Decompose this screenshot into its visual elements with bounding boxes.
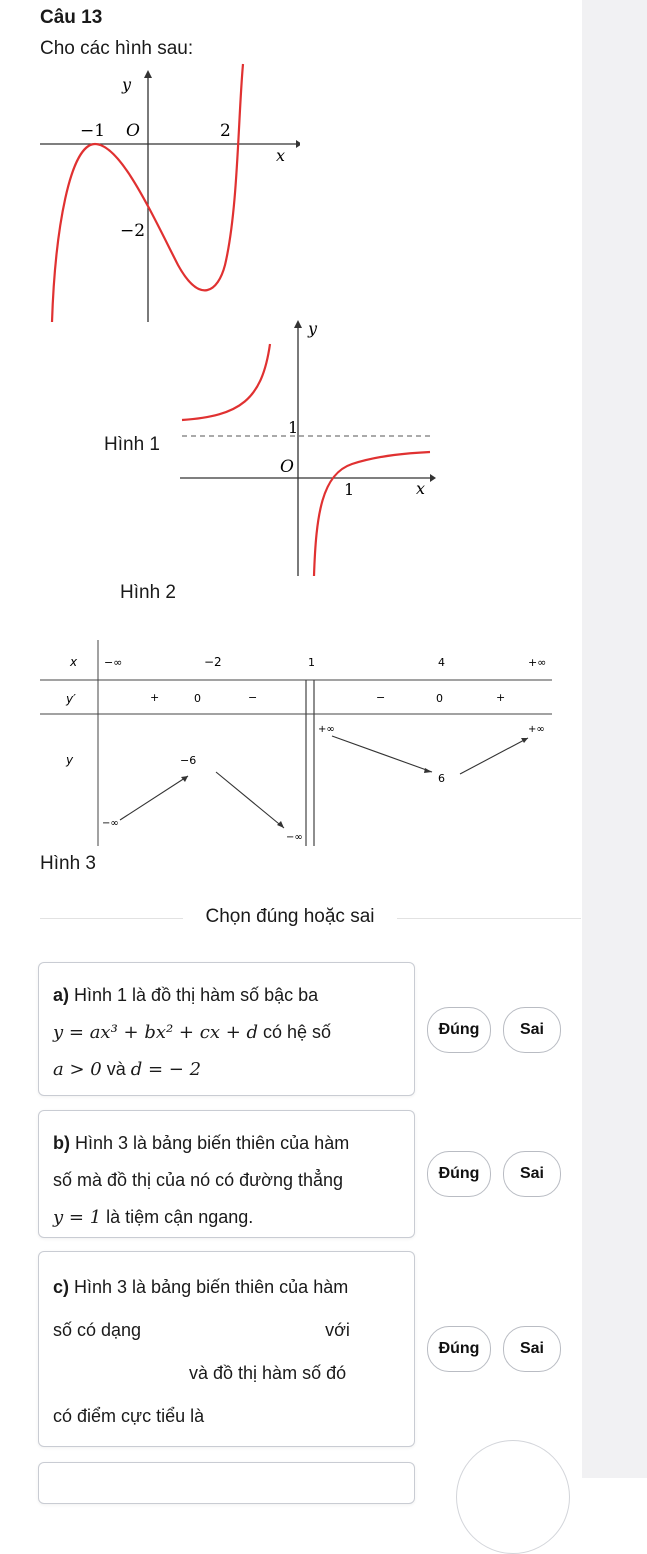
arrow-increasing-1 bbox=[120, 776, 188, 820]
statement-b-text: b) Hình 3 là bảng biến thiên của hàm số mà đồ thị của nó có đường thẳng y = 1 là tiệm cận ngang. bbox=[53, 1133, 350, 1228]
yprime-minus-1: − bbox=[248, 691, 258, 704]
y-local-max: −6 bbox=[180, 754, 197, 767]
question-prompt: Cho các hình sau: bbox=[40, 38, 194, 59]
rational-branch-right bbox=[314, 452, 430, 576]
row-y-label: y bbox=[66, 753, 74, 767]
y-axis-label: y bbox=[308, 319, 318, 338]
arrow-decreasing-2 bbox=[332, 736, 432, 772]
x-neg2: −2 bbox=[204, 655, 222, 669]
arrow-increasing-2 bbox=[460, 738, 528, 774]
figure-3-caption: Hình 3 bbox=[40, 853, 96, 874]
origin-label: O bbox=[280, 457, 294, 477]
yprime-zero-2: 0 bbox=[436, 692, 443, 705]
figure-3-variation-table bbox=[40, 640, 552, 850]
yprime-minus-2: − bbox=[376, 691, 386, 704]
yprime-plus-1: + bbox=[150, 691, 160, 704]
floating-action-button[interactable] bbox=[456, 1440, 570, 1554]
next-statement-card bbox=[38, 1462, 415, 1504]
arrow-decreasing-1 bbox=[216, 772, 284, 828]
condition-d: d = − 2 bbox=[130, 1059, 202, 1080]
instruction: Chọn đúng hoặc sai bbox=[0, 906, 580, 928]
tick-neg1: −1 bbox=[80, 121, 106, 141]
x-axis-arrow-icon bbox=[296, 140, 300, 148]
right-scroll-panel bbox=[582, 0, 647, 1478]
x-neg-inf: −∞ bbox=[104, 656, 123, 669]
y-axis-arrow-icon bbox=[144, 70, 152, 78]
yprime-zero-1: 0 bbox=[194, 692, 201, 705]
row-x-label: x bbox=[70, 655, 78, 669]
statement-c-true-button[interactable]: Đúng bbox=[427, 1326, 491, 1372]
arrowhead-icon bbox=[277, 821, 284, 828]
question-title: Câu 13 bbox=[40, 7, 103, 28]
x-pos-inf: +∞ bbox=[528, 656, 547, 669]
y-pos-inf-mid: +∞ bbox=[318, 724, 335, 735]
statement-b-false-button[interactable]: Sai bbox=[503, 1151, 561, 1197]
x-axis-arrow-icon bbox=[430, 474, 436, 482]
arrowhead-icon bbox=[521, 738, 528, 743]
arrowhead-icon bbox=[424, 768, 432, 773]
formula-asymptote: y = 1 bbox=[53, 1207, 102, 1228]
statement-a-card bbox=[38, 962, 415, 1096]
x-axis-label: x bbox=[276, 146, 286, 165]
y-neg-inf-left: −∞ bbox=[102, 818, 119, 829]
y-axis-label: y bbox=[122, 75, 132, 94]
statement-c-card bbox=[38, 1251, 415, 1447]
tick-2: 2 bbox=[220, 121, 231, 141]
statement-c-text: c) Hình 3 là bảng biến thiên của hàm số có dạng với và đồ thị hàm số đó có điểm cực tiểu là bbox=[53, 1277, 350, 1426]
figure-2-caption: Hình 2 bbox=[120, 582, 176, 603]
figure-1-caption: Hình 1 bbox=[104, 434, 160, 455]
figure-1-graph bbox=[40, 60, 300, 325]
y-axis-arrow-icon bbox=[294, 320, 302, 328]
x-1: 1 bbox=[308, 656, 315, 669]
tick-neg2: −2 bbox=[120, 221, 146, 241]
statement-a-true-button[interactable]: Đúng bbox=[427, 1007, 491, 1053]
x-4: 4 bbox=[438, 656, 445, 669]
figure-2-graph bbox=[180, 314, 440, 578]
y-local-min: 6 bbox=[438, 772, 445, 785]
statement-a-false-button[interactable]: Sai bbox=[503, 1007, 561, 1053]
statement-c-false-button[interactable]: Sai bbox=[503, 1326, 561, 1372]
asymptote-tick-1: 1 bbox=[288, 418, 299, 437]
origin-label: O bbox=[126, 121, 140, 141]
row-yprime-label: y′ bbox=[66, 692, 76, 706]
x-tick-1: 1 bbox=[344, 480, 355, 499]
yprime-plus-2: + bbox=[496, 691, 506, 704]
formula-cubic: y = ax³ + bx² + cx + d bbox=[53, 1022, 259, 1043]
rational-branch-left bbox=[182, 344, 270, 420]
statement-b-card bbox=[38, 1110, 415, 1238]
statement-b-true-button[interactable]: Đúng bbox=[427, 1151, 491, 1197]
y-neg-inf-mid: −∞ bbox=[286, 832, 303, 843]
arrowhead-icon bbox=[181, 776, 188, 782]
x-axis-label: x bbox=[416, 479, 426, 498]
statement-a-text: a) Hình 1 là đồ thị hàm số bậc ba y = ax³ + bx² + cx + d có hệ số a > 0 và d = − 2 bbox=[53, 985, 332, 1080]
y-pos-inf-right: +∞ bbox=[528, 724, 545, 735]
condition-a: a > 0 bbox=[53, 1059, 102, 1080]
